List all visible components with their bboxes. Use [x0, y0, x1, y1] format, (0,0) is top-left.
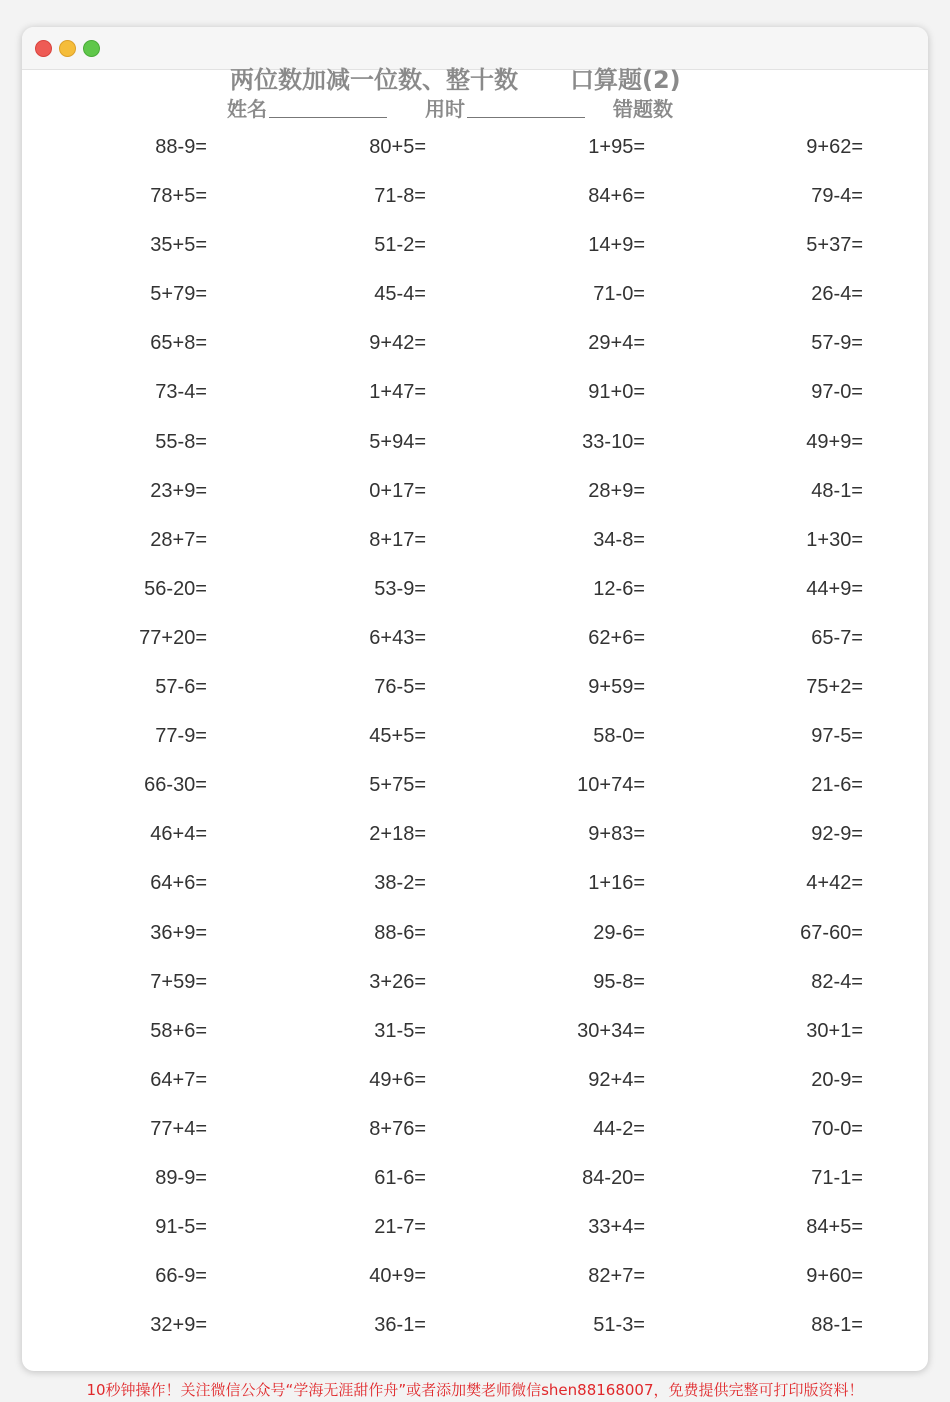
problem-item: 92+4= [588, 1068, 645, 1091]
name-field [227, 95, 387, 123]
problem-item: 65+8= [150, 332, 207, 355]
problem-row [22, 569, 928, 618]
problem-item: 84+6= [588, 185, 645, 208]
problem-row [22, 323, 928, 372]
problem-item: 71-1= [811, 1166, 863, 1189]
promo-footer: 10秒钟操作！关注微信公众号“学海无涯甜作舟”或者添加樊老师微信shen88168007，免费提供完整可打印版资料！ [86, 1381, 864, 1399]
problem-item: 51-2= [374, 234, 426, 257]
problem-item: 3+26= [369, 970, 426, 993]
problem-item: 89-9= [155, 1166, 207, 1189]
problem-item: 14+9= [588, 234, 645, 257]
problem-item: 84-20= [582, 1166, 645, 1189]
problem-item: 9+60= [806, 1265, 863, 1288]
problem-item: 67-60= [800, 921, 863, 944]
problem-item: 73-4= [155, 381, 207, 404]
problem-item: 45-4= [374, 283, 426, 306]
problem-item: 70-0= [811, 1117, 863, 1140]
problem-item: 75+2= [806, 676, 863, 699]
problem-item: 29-6= [593, 921, 645, 944]
problem-item: 58+6= [150, 1019, 207, 1042]
problem-item: 49+6= [369, 1068, 426, 1091]
problem-item: 44-2= [593, 1117, 645, 1140]
problem-row [22, 1256, 928, 1305]
problem-row [22, 1207, 928, 1256]
problem-item: 49+9= [806, 430, 863, 453]
problem-item: 31-5= [374, 1019, 426, 1042]
problem-item: 66-30= [144, 774, 207, 797]
time-blank [467, 97, 585, 118]
problem-item: 9+59= [588, 676, 645, 699]
problem-grid [22, 127, 928, 1354]
problem-item: 26-4= [811, 283, 863, 306]
problem-item: 97-0= [811, 381, 863, 404]
problem-item: 91-5= [155, 1216, 207, 1239]
problem-item: 32+9= [150, 1314, 207, 1337]
problem-item: 71-8= [374, 185, 426, 208]
name-label: 姓名 [227, 97, 267, 121]
problem-item: 66-9= [155, 1265, 207, 1288]
problem-item: 28+9= [588, 479, 645, 502]
problem-item: 57-9= [811, 332, 863, 355]
problem-item: 36-1= [374, 1314, 426, 1337]
problem-row [22, 520, 928, 569]
problem-row [22, 1011, 928, 1060]
problem-item: 1+30= [806, 528, 863, 551]
problem-item: 53-9= [374, 577, 426, 600]
problem-item: 48-1= [811, 479, 863, 502]
problem-item: 7+59= [150, 970, 207, 993]
problem-item: 5+94= [369, 430, 426, 453]
time-label: 用时 [425, 97, 465, 121]
problem-row [22, 667, 928, 716]
errors-field [613, 95, 673, 123]
problem-item: 29+4= [588, 332, 645, 355]
problem-row [22, 372, 928, 421]
problem-item: 8+76= [369, 1117, 426, 1140]
problem-item: 0+17= [369, 479, 426, 502]
problem-item: 10+74= [577, 774, 645, 797]
worksheet-title [22, 65, 928, 95]
problem-item: 33-10= [582, 430, 645, 453]
problem-item: 1+16= [588, 872, 645, 895]
window-titlebar [22, 27, 928, 70]
problem-item: 65-7= [811, 626, 863, 649]
problem-item: 61-6= [374, 1166, 426, 1189]
problem-item: 9+83= [588, 823, 645, 846]
problem-item: 82-4= [811, 970, 863, 993]
problem-item: 46+4= [150, 823, 207, 846]
problem-item: 30+34= [577, 1019, 645, 1042]
name-blank [269, 97, 387, 118]
worksheet-title-sub: 口算题(2) [570, 66, 681, 94]
problem-item: 56-20= [144, 577, 207, 600]
problem-item: 5+79= [150, 283, 207, 306]
problem-item: 35+5= [150, 234, 207, 257]
problem-item: 4+42= [806, 872, 863, 895]
problem-row [22, 863, 928, 912]
problem-row [22, 274, 928, 323]
problem-item: 1+95= [588, 136, 645, 158]
problem-item: 6+43= [369, 626, 426, 649]
problem-item: 38-2= [374, 872, 426, 895]
problem-item: 77+20= [139, 626, 207, 649]
problem-row [22, 765, 928, 814]
maximize-window-button[interactable] [83, 40, 100, 57]
problem-item: 40+9= [369, 1265, 426, 1288]
problem-row [22, 176, 928, 225]
problem-item: 97-5= [811, 725, 863, 748]
problem-item: 80+5= [369, 136, 426, 158]
problem-item: 82+7= [588, 1265, 645, 1288]
problem-item: 51-3= [593, 1314, 645, 1337]
problem-item: 57-6= [155, 676, 207, 699]
problem-item: 5+75= [369, 774, 426, 797]
worksheet-title-main: 两位数加减一位数、整十数 [230, 66, 518, 94]
problem-item: 92-9= [811, 823, 863, 846]
problem-item: 76-5= [374, 676, 426, 699]
problem-item: 88-6= [374, 921, 426, 944]
problem-item: 28+7= [150, 528, 207, 551]
problem-row [22, 962, 928, 1011]
problem-item: 8+17= [369, 528, 426, 551]
time-field [425, 95, 585, 123]
problem-row [22, 471, 928, 520]
problem-row [22, 422, 928, 471]
problem-item: 78+5= [150, 185, 207, 208]
problem-item: 62+6= [588, 626, 645, 649]
problem-row [22, 913, 928, 962]
problem-item: 91+0= [588, 381, 645, 404]
problem-row [22, 814, 928, 863]
problem-item: 21-6= [811, 774, 863, 797]
minimize-window-button[interactable] [59, 40, 76, 57]
problem-item: 12-6= [593, 577, 645, 600]
problem-item: 95-8= [593, 970, 645, 993]
problem-item: 84+5= [806, 1216, 863, 1239]
problem-item: 79-4= [811, 185, 863, 208]
problem-item: 88-1= [811, 1314, 863, 1337]
problem-item: 21-7= [374, 1216, 426, 1239]
problem-item: 1+47= [369, 381, 426, 404]
problem-item: 44+9= [806, 577, 863, 600]
problem-item: 34-8= [593, 528, 645, 551]
problem-item: 45+5= [369, 725, 426, 748]
problem-item: 58-0= [593, 725, 645, 748]
problem-item: 88-9= [155, 136, 207, 158]
problem-row [22, 716, 928, 765]
problem-row [22, 127, 928, 176]
problem-row [22, 1109, 928, 1158]
problem-item: 23+9= [150, 479, 207, 502]
problem-item: 77+4= [150, 1117, 207, 1140]
problem-item: 71-0= [593, 283, 645, 306]
document-window [22, 27, 928, 1371]
problem-item: 2+18= [369, 823, 426, 846]
problem-row [22, 618, 928, 667]
problem-item: 77-9= [155, 725, 207, 748]
problem-row [22, 1060, 928, 1109]
problem-row [22, 225, 928, 274]
problem-item: 9+62= [806, 136, 863, 158]
problem-item: 64+7= [150, 1068, 207, 1091]
problem-item: 20-9= [811, 1068, 863, 1091]
errors-label: 错题数 [613, 97, 673, 121]
problem-item: 64+6= [150, 872, 207, 895]
problem-row [22, 1158, 928, 1207]
problem-row [22, 1305, 928, 1354]
problem-item: 36+9= [150, 921, 207, 944]
problem-item: 9+42= [369, 332, 426, 355]
problem-item: 33+4= [588, 1216, 645, 1239]
student-info-line [22, 95, 928, 123]
close-window-button[interactable] [35, 40, 52, 57]
problem-item: 5+37= [806, 234, 863, 257]
problem-item: 30+1= [806, 1019, 863, 1042]
problem-item: 55-8= [155, 430, 207, 453]
